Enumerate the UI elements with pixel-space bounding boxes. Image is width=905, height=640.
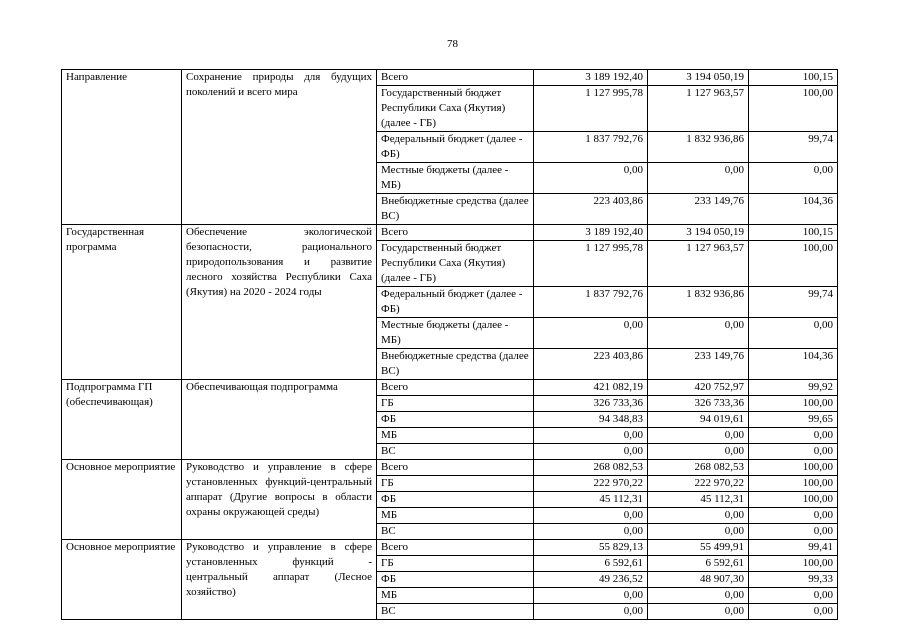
funding-source-cell: Всего [377,225,534,241]
actual-amount-cell: 268 082,53 [648,460,749,476]
funding-source-cell: ВС [377,524,534,540]
actual-amount-cell: 0,00 [648,588,749,604]
planned-amount-cell: 0,00 [534,444,648,460]
percent-cell: 0,00 [749,524,838,540]
funding-source-cell: Местные бюджеты (далее - МБ) [377,318,534,349]
table-row [62,380,838,396]
planned-amount-cell: 0,00 [534,163,648,194]
planned-amount-cell: 0,00 [534,588,648,604]
percent-cell: 100,15 [749,70,838,86]
percent-cell: 100,00 [749,396,838,412]
planned-amount-cell: 0,00 [534,524,648,540]
percent-cell: 100,00 [749,492,838,508]
planned-amount-cell: 0,00 [534,318,648,349]
planned-amount-cell: 6 592,61 [534,556,648,572]
funding-source-cell: Всего [377,540,534,556]
planned-amount-cell: 45 112,31 [534,492,648,508]
actual-amount-cell: 0,00 [648,318,749,349]
funding-source-cell: ВС [377,604,534,620]
actual-amount-cell: 3 194 050,19 [648,225,749,241]
block-name-cell: Обеспечение экологической безопасности, рационального природопользования и развитие лесного хозяйства Республики Саха (Якутия) на 2020 - 2024 годы [182,225,377,380]
actual-amount-cell: 1 127 963,57 [648,241,749,287]
planned-amount-cell: 326 733,36 [534,396,648,412]
actual-amount-cell: 0,00 [648,163,749,194]
actual-amount-cell: 420 752,97 [648,380,749,396]
planned-amount-cell: 55 829,13 [534,540,648,556]
block-name-cell: Обеспечивающая подпрограмма [182,380,377,460]
actual-amount-cell: 233 149,76 [648,194,749,225]
block-label-cell: Основное мероприятие [62,540,182,620]
planned-amount-cell: 3 189 192,40 [534,70,648,86]
percent-cell: 0,00 [749,604,838,620]
funding-source-cell: Всего [377,380,534,396]
block-label-cell: Подпрограмма ГП (обеспечивающая) [62,380,182,460]
actual-amount-cell: 48 907,30 [648,572,749,588]
funding-source-cell: Федеральный бюджет (далее - ФБ) [377,287,534,318]
funding-source-cell: Государственный бюджет Республики Саха (Якутия) (далее - ГБ) [377,86,534,132]
percent-cell: 99,41 [749,540,838,556]
planned-amount-cell: 1 837 792,76 [534,287,648,318]
actual-amount-cell: 0,00 [648,524,749,540]
planned-amount-cell: 94 348,83 [534,412,648,428]
planned-amount-cell: 0,00 [534,508,648,524]
percent-cell: 100,00 [749,556,838,572]
actual-amount-cell: 45 112,31 [648,492,749,508]
funding-source-cell: Государственный бюджет Республики Саха (Якутия) (далее - ГБ) [377,241,534,287]
funding-source-cell: ГБ [377,396,534,412]
actual-amount-cell: 55 499,91 [648,540,749,556]
actual-amount-cell: 1 127 963,57 [648,86,749,132]
actual-amount-cell: 0,00 [648,428,749,444]
actual-amount-cell: 326 733,36 [648,396,749,412]
funding-source-cell: ФБ [377,412,534,428]
actual-amount-cell: 1 832 936,86 [648,287,749,318]
planned-amount-cell: 3 189 192,40 [534,225,648,241]
planned-amount-cell: 1 127 995,78 [534,241,648,287]
percent-cell: 0,00 [749,318,838,349]
actual-amount-cell: 0,00 [648,604,749,620]
percent-cell: 104,36 [749,194,838,225]
actual-amount-cell: 3 194 050,19 [648,70,749,86]
percent-cell: 99,65 [749,412,838,428]
percent-cell: 104,36 [749,349,838,380]
funding-source-cell: МБ [377,428,534,444]
block-name-cell: Руководство и управление в сфере установленных функций-центральный аппарат (Другие вопросы в области охраны окружающей среды) [182,460,377,540]
planned-amount-cell: 0,00 [534,428,648,444]
planned-amount-cell: 223 403,86 [534,349,648,380]
actual-amount-cell: 233 149,76 [648,349,749,380]
funding-source-cell: Внебюджетные средства (далее ВС) [377,349,534,380]
planned-amount-cell: 222 970,22 [534,476,648,492]
actual-amount-cell: 1 832 936,86 [648,132,749,163]
percent-cell: 99,74 [749,132,838,163]
block-label-cell: Основное мероприятие [62,460,182,540]
percent-cell: 100,00 [749,460,838,476]
funding-source-cell: ГБ [377,476,534,492]
percent-cell: 0,00 [749,508,838,524]
actual-amount-cell: 222 970,22 [648,476,749,492]
percent-cell: 100,00 [749,476,838,492]
funding-source-cell: ФБ [377,492,534,508]
block-label-cell: Направление [62,70,182,225]
actual-amount-cell: 0,00 [648,444,749,460]
planned-amount-cell: 421 082,19 [534,380,648,396]
planned-amount-cell: 223 403,86 [534,194,648,225]
funding-source-cell: Местные бюджеты (далее - МБ) [377,163,534,194]
funding-source-cell: ГБ [377,556,534,572]
planned-amount-cell: 0,00 [534,604,648,620]
percent-cell: 99,33 [749,572,838,588]
table-row [62,70,838,86]
block-label-cell: Государственная программа [62,225,182,380]
funding-source-cell: Внебюджетные средства (далее ВС) [377,194,534,225]
funding-source-cell: МБ [377,508,534,524]
actual-amount-cell: 94 019,61 [648,412,749,428]
planned-amount-cell: 1 127 995,78 [534,86,648,132]
funding-source-cell: ВС [377,444,534,460]
actual-amount-cell: 6 592,61 [648,556,749,572]
percent-cell: 0,00 [749,588,838,604]
funding-source-cell: ФБ [377,572,534,588]
planned-amount-cell: 49 236,52 [534,572,648,588]
percent-cell: 0,00 [749,428,838,444]
table-row [62,460,838,476]
percent-cell: 0,00 [749,163,838,194]
percent-cell: 99,92 [749,380,838,396]
planned-amount-cell: 268 082,53 [534,460,648,476]
percent-cell: 100,00 [749,241,838,287]
block-name-cell: Руководство и управление в сфере установленных функций - центральный аппарат (Лесное хозяйство) [182,540,377,620]
funding-source-cell: Федеральный бюджет (далее - ФБ) [377,132,534,163]
funding-source-cell: МБ [377,588,534,604]
block-name-cell: Сохранение природы для будущих поколений и всего мира [182,70,377,225]
percent-cell: 0,00 [749,444,838,460]
actual-amount-cell: 0,00 [648,508,749,524]
planned-amount-cell: 1 837 792,76 [534,132,648,163]
funding-source-cell: Всего [377,70,534,86]
table-row [62,225,838,241]
budget-table [61,69,838,620]
table-row [62,540,838,556]
page-number: 78 [447,38,458,50]
funding-source-cell: Всего [377,460,534,476]
percent-cell: 100,15 [749,225,838,241]
percent-cell: 100,00 [749,86,838,132]
percent-cell: 99,74 [749,287,838,318]
